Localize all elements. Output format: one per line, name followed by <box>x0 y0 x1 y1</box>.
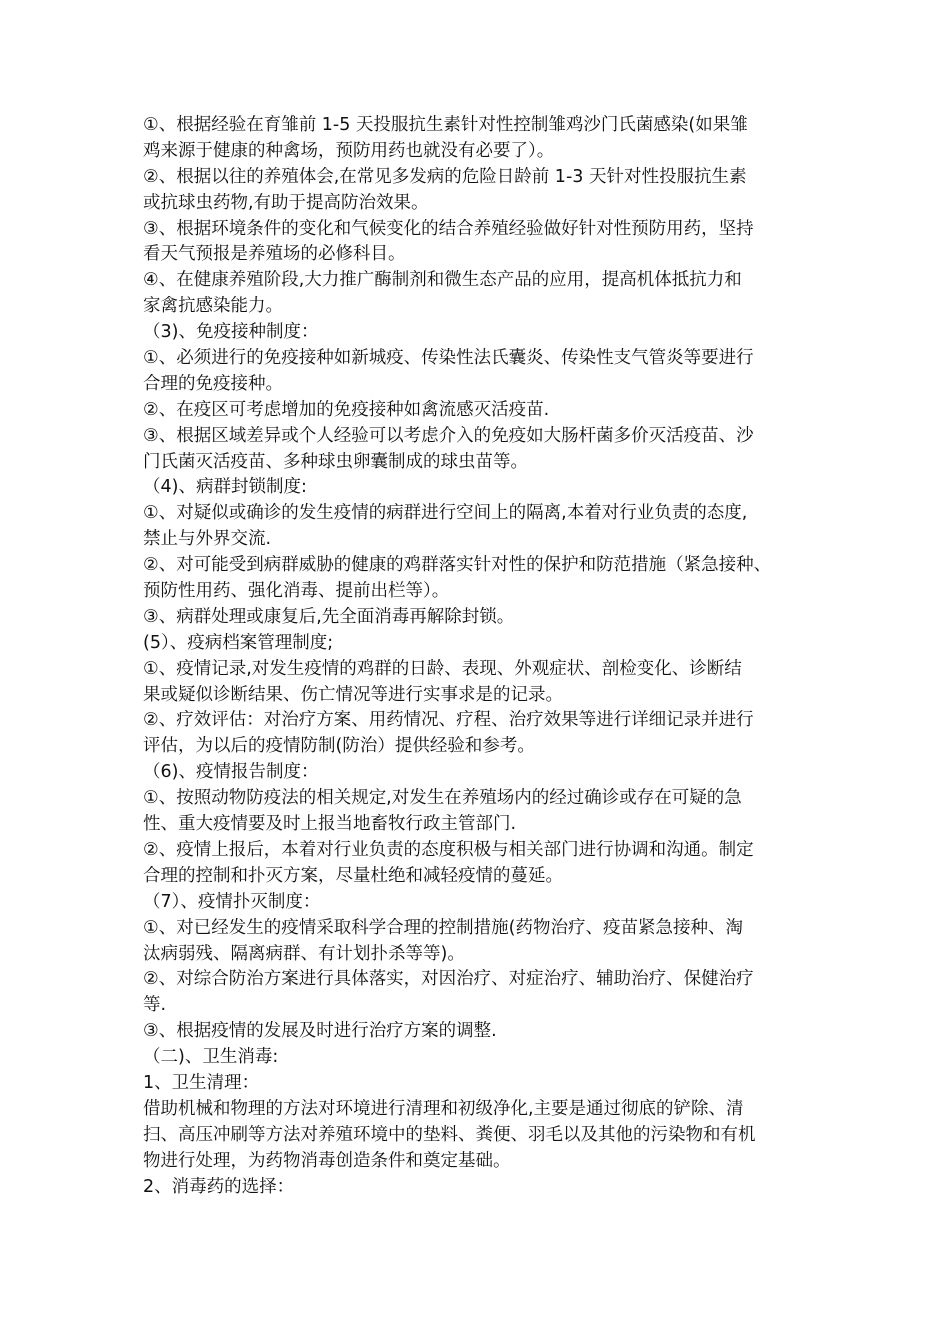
text-line: 果或疑似诊断结果、伤亡情况等进行实事求是的记录。 <box>143 684 563 705</box>
text-line: 禁止与外界交流. <box>143 529 272 550</box>
text-line: 门氏菌灭活疫苗、多种球虫卵囊制成的球虫苗等。 <box>143 451 528 472</box>
text-line: 或抗球虫药物,有助于提高防治效果。 <box>143 192 429 213</box>
text-line: 鸡来源于健康的种禽场，预防用药也就没有必要了）。 <box>143 140 555 161</box>
text-line: 物进行处理，为药物消毒创造条件和奠定基础。 <box>143 1150 511 1171</box>
text-line: ②、根据以往的养殖体会,在常见多发病的危险日龄前 1-3 天针对性投服抗生素 <box>143 166 747 187</box>
section-heading: （3)、免疫接种制度： <box>143 322 319 343</box>
text-line: ③、根据区域差异或个人经验可以考虑介入的免疫如大肠杆菌多价灭活疫苗、沙 <box>143 425 754 446</box>
text-line: ①、对已经发生的疫情采取科学合理的控制措施(药物治疗、疫苗紧急接种、淘 <box>143 917 744 938</box>
text-line: ②、对综合防治方案进行具体落实，对因治疗、对症治疗、辅助治疗、保健治疗 <box>143 969 754 990</box>
subsection-heading: 2、消毒药的选择： <box>143 1176 295 1197</box>
text-line: 等. <box>143 995 167 1016</box>
text-line: 合理的控制和扑灭方案，尽量杜绝和减轻疫情的蔓延。 <box>143 865 563 886</box>
text-line: 合理的免疫接种。 <box>143 373 283 394</box>
text-line: 评估，为以后的疫情防制(防治）提供经验和参考。 <box>143 736 535 757</box>
section-heading: （二)、卫生消毒: <box>143 1047 279 1068</box>
section-heading: （7）、疫情扑灭制度： <box>143 891 321 912</box>
text-line: ①、根据经验在育雏前 1-5 天投服抗生素针对性控制雏鸡沙门氏菌感染(如果雏 <box>143 115 748 135</box>
text-line: ②、疫情上报后，本着对行业负责的态度积极与相关部门进行协调和沟通。制定 <box>143 839 754 860</box>
text-line: ③、病群处理或康复后,先全面消毒再解除封锁。 <box>143 606 515 627</box>
text-line: 汰病弱残、隔离病群、有计划扑杀等等)。 <box>143 943 465 964</box>
text-line: 借助机械和物理的方法对环境进行清理和初级净化,主要是通过彻底的铲除、清 <box>143 1098 744 1119</box>
text-line: ③、根据环境条件的变化和气候变化的结合养殖经验做好针对性预防用药，坚持 <box>143 218 754 239</box>
section-heading: （6)、疫情报告制度： <box>143 762 319 783</box>
text-line: 看天气预报是养殖场的必修科目。 <box>143 244 406 265</box>
text-line: ①、对疑似或确诊的发生疫情的病群进行空间上的隔离,本着对行业负责的态度, <box>143 503 748 524</box>
text-line: ①、疫情记录,对发生疫情的鸡群的日龄、表现、外观症状、剖检变化、诊断结 <box>143 658 742 679</box>
text-line: ②、对可能受到病群威胁的健康的鸡群落实针对性的保护和防范措施（紧急接种、 <box>143 555 772 576</box>
text-line: ①、必须进行的免疫接种如新城疫、传染性法氏囊炎、传染性支气管炎等要进行 <box>143 348 754 369</box>
subsection-heading: 1、卫生清理： <box>143 1072 260 1093</box>
text-line: ②、在疫区可考虑增加的免疫接种如禽流感灭活疫苗. <box>143 399 550 420</box>
text-line: 性、重大疫情要及时上报当地畜牧行政主管部门. <box>143 814 517 835</box>
text-line: ②、疗效评估：对治疗方案、用药情况、疗程、治疗效果等进行详细记录并进行 <box>143 710 754 731</box>
section-heading: （4)、病群封锁制度: <box>143 477 307 498</box>
text-line: ①、按照动物防疫法的相关规定,对发生在养殖场内的经过确诊或存在可疑的急 <box>143 788 742 809</box>
text-line: ④、在健康养殖阶段,大力推广酶制剂和微生态产品的应用，提高机体抵抗力和 <box>143 270 742 291</box>
section-heading: (5）、疫病档案管理制度; <box>143 632 334 653</box>
text-line: 预防性用药、强化消毒、提前出栏等）。 <box>143 581 450 602</box>
text-line: 家禽抗感染能力。 <box>143 296 283 317</box>
text-line: 扫、高压冲刷等方法对养殖环境中的垫料、粪便、羽毛以及其他的污染物和有机 <box>143 1124 756 1145</box>
document-body <box>143 113 813 1200</box>
text-line: ③、根据疫情的发展及时进行治疗方案的调整. <box>143 1021 497 1042</box>
